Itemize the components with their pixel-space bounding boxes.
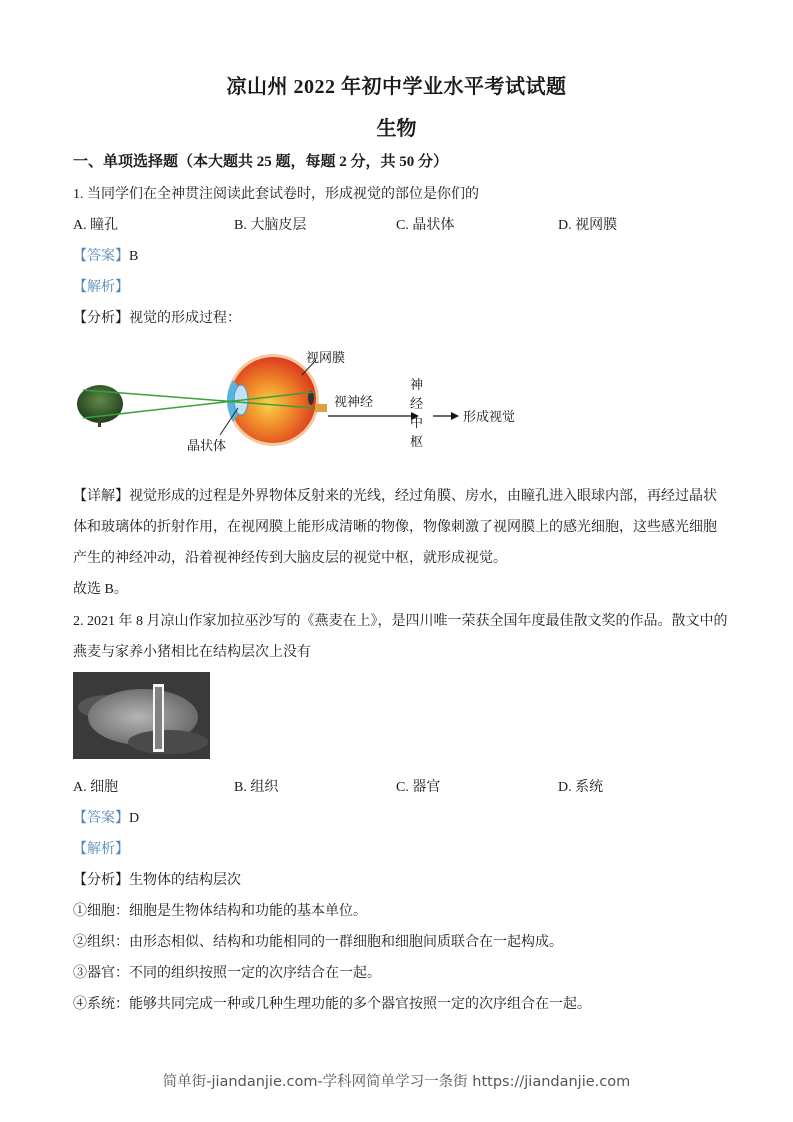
- answer-label: 【答案】: [73, 249, 129, 264]
- q1-detail-line-2: 体和玻璃体的折射作用，在视网膜上能形成清晰的物像，物像刺激了视网膜上的感光细胞，这些感光细胞: [73, 520, 717, 535]
- eye-diagram-svg: [73, 342, 543, 464]
- q1-detail-line-1: [73, 485, 717, 505]
- q2-option-b: B. 组织: [234, 780, 279, 795]
- document-title: 凉山州 2022 年初中学业水平考试试题: [226, 76, 567, 98]
- q1-option-a: A. 瞳孔: [73, 218, 119, 233]
- question-2-stem-line-2: 燕麦与家养小猪相比在结构层次上没有: [73, 645, 311, 660]
- q2-point-2: ②组织：由形态相似、结构和功能相同的一群细胞和细胞间质联合在一起构成。: [73, 935, 563, 950]
- detail-text: 视觉形成的过程是外界物体反射来的光线，经过角膜、房水，由瞳孔进入眼球内部，再经过晶状: [129, 489, 717, 504]
- label-center-2: 经: [410, 397, 424, 412]
- q2-option-d: D. 系统: [558, 780, 604, 795]
- answer-label: 【答案】: [73, 811, 129, 826]
- q1-option-c: C. 晶状体: [396, 218, 455, 233]
- label-optic-nerve: 视神经: [334, 395, 374, 410]
- subject-title: 生物: [376, 118, 417, 140]
- q1-conclusion: 故选 B。: [73, 582, 128, 597]
- q2-point-4: ④系统：能够共同完成一种或几种生理功能的多个器官按照一定的次序组合在一起。: [73, 997, 591, 1012]
- vision-process-diagram: [73, 342, 543, 464]
- q1-fenxi: [73, 307, 241, 327]
- q1-option-d: D. 视网膜: [558, 218, 618, 233]
- q1-detail-line-3: 产生的神经冲动，沿着视神经传到大脑皮层的视觉中枢，就形成视觉。: [73, 551, 507, 566]
- question-1-stem: 1. 当同学们在全神贯注阅读此套试卷时，形成视觉的部位是你们的: [73, 187, 479, 202]
- q2-point-3: ③器官：不同的组织按照一定的次序结合在一起。: [73, 966, 381, 981]
- question-2-stem-line-1: 2. 2021 年 8 月凉山作家加拉巫沙写的《燕麦在上》，是四川唯一荣获全国年度最佳散文奖的作品。散文中的: [73, 614, 728, 629]
- section-heading: 一、单项选择题（本大题共 25 题，每题 2 分，共 50 分）: [73, 154, 449, 170]
- label-center-3: 中: [410, 416, 424, 431]
- detail-label: 【详解】: [73, 489, 129, 504]
- label-center-4: 枢: [410, 435, 424, 450]
- answer-value: D: [129, 811, 140, 826]
- q2-fenxi: [73, 869, 241, 889]
- photo-svg: [73, 672, 210, 759]
- label-retina: 视网膜: [306, 351, 346, 366]
- label-center-1: 神: [410, 378, 424, 393]
- q1-option-b: B. 大脑皮层: [234, 218, 307, 233]
- answer-value: B: [129, 249, 139, 264]
- q1-answer: [73, 245, 138, 265]
- footer-watermark: 简单街-jiandanjie.com-学科网简单学习一条街 https://jiandanjie.com: [162, 1074, 631, 1090]
- q2-option-c: C. 器官: [396, 780, 441, 795]
- q2-analysis-label: 【解析】: [73, 842, 129, 857]
- q2-answer: [73, 807, 139, 827]
- fenxi-text: 视觉的形成过程：: [129, 311, 241, 326]
- fenxi-label: 【分析】: [73, 873, 129, 888]
- fenxi-text: 生物体的结构层次: [129, 873, 241, 888]
- oat-flour-photo: [73, 672, 210, 759]
- label-result: 形成视觉: [463, 410, 516, 425]
- label-lens: 晶状体: [187, 439, 227, 454]
- q2-option-a: A. 细胞: [73, 780, 119, 795]
- fenxi-label: 【分析】: [73, 311, 129, 326]
- q1-analysis-label: 【解析】: [73, 280, 129, 295]
- q2-point-1: ①细胞：细胞是生物体结构和功能的基本单位。: [73, 904, 367, 919]
